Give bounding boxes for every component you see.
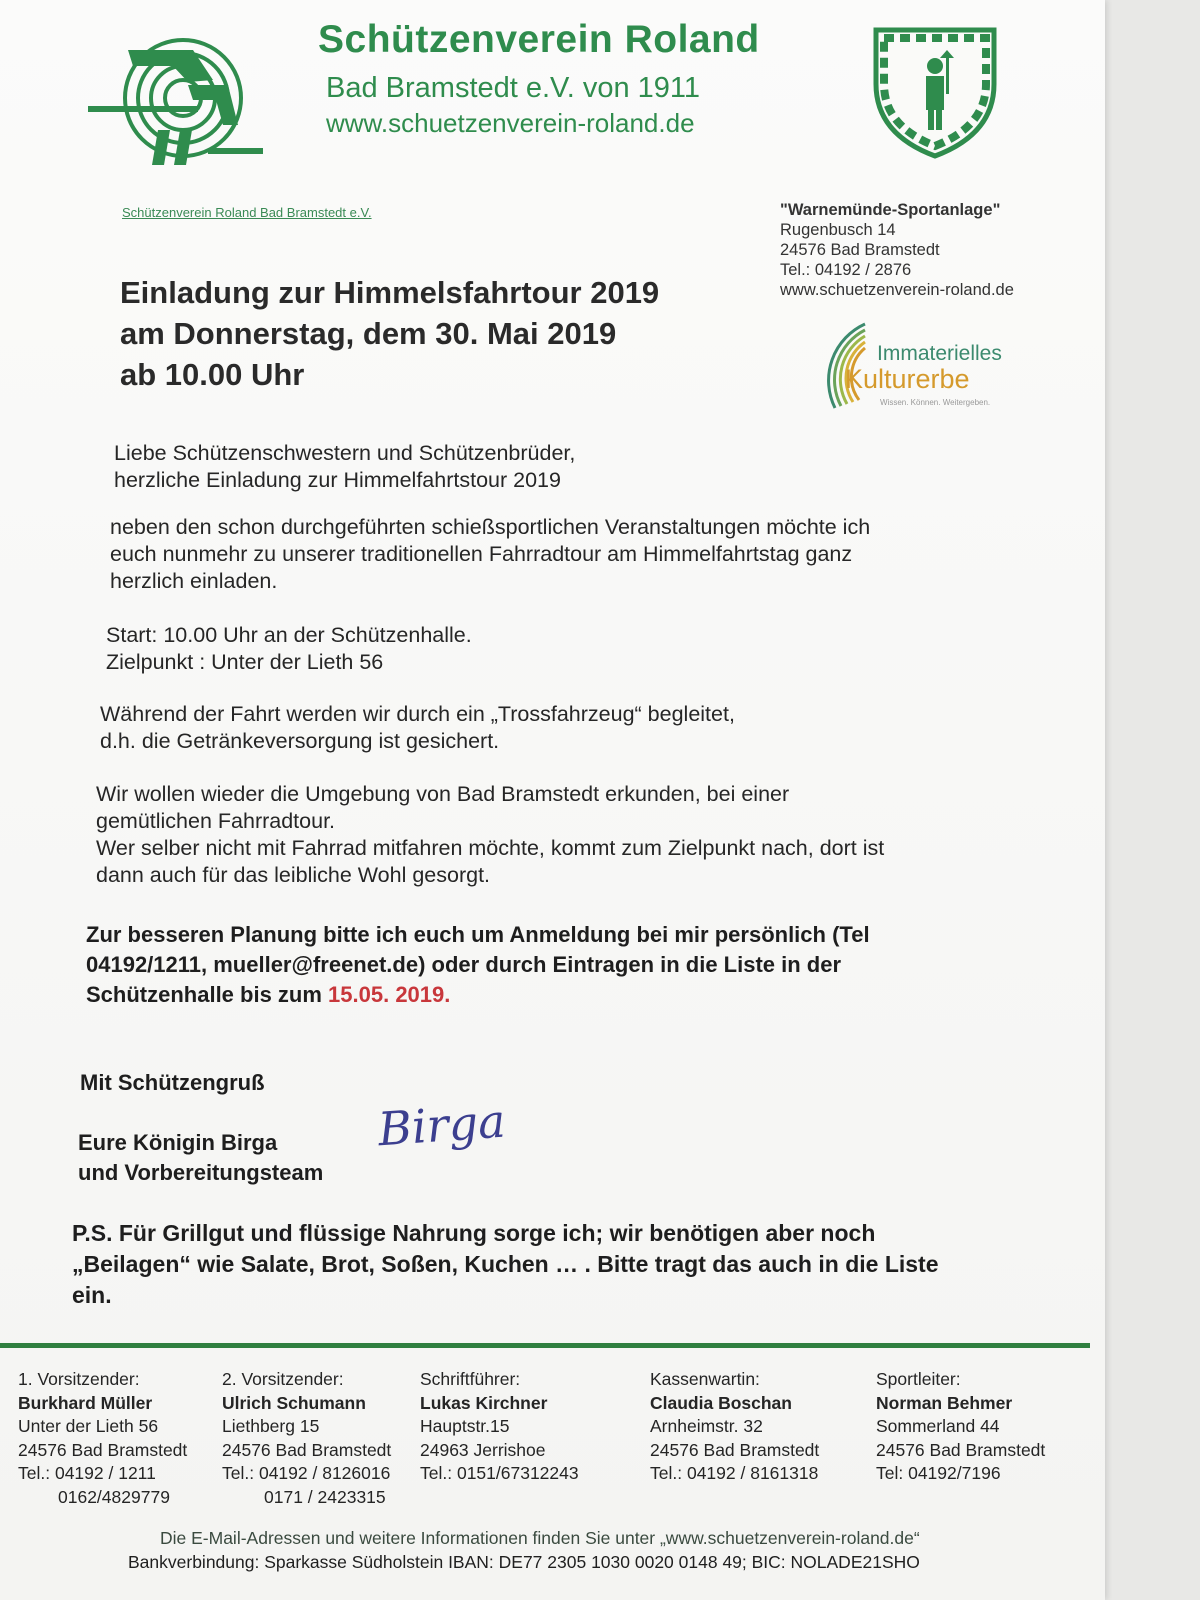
board-name: Norman Behmer xyxy=(876,1392,1013,1413)
sender-return-line: Schützenverein Roland Bad Bramstedt e.V. xyxy=(122,205,372,220)
club-website: www.schuetzenverein-roland.de xyxy=(326,108,695,138)
schedule-paragraph xyxy=(106,622,472,676)
postscript-line-3: ein. xyxy=(72,1282,112,1308)
invitation-title xyxy=(120,272,659,395)
support-line-1: Während der Fahrt werden wir durch ein „Trossfahrzeug“ begleitet, xyxy=(100,702,735,726)
explore-line-1: Wir wollen wieder die Umgebung von Bad Bramstedt erkunden, bei einer xyxy=(96,782,790,806)
explore-line-4: dann auch für das leibliche Wohl gesorgt. xyxy=(96,863,491,887)
signer-line-2: und Vorbereitungsteam xyxy=(78,1160,324,1185)
venue-website: www.schuetzenverein-roland.de xyxy=(780,281,1014,299)
registration-paragraph xyxy=(86,920,870,1010)
board-name: Ulrich Schumann xyxy=(222,1392,366,1413)
board-phone-2: 0162/4829779 xyxy=(58,1486,170,1507)
footer-info-note: Die E-Mail-Adressen und weitere Informationen finden Sie unter „www.schuetzenverein-roland.de“ xyxy=(160,1528,920,1548)
venue-street: Rugenbusch 14 xyxy=(780,221,896,239)
club-name: Schützenverein Roland xyxy=(318,18,760,61)
board-name: Claudia Boschan xyxy=(650,1392,792,1413)
venue-city: 24576 Bad Bramstedt xyxy=(780,241,940,259)
board-phone: Tel.: 04192 / 8126016 xyxy=(222,1463,391,1483)
title-line-2: am Donnerstag, dem 30. Mai 2019 xyxy=(120,316,617,351)
club-subtitle: Bad Bramstedt e.V. von 1911 xyxy=(326,72,701,104)
board-member-2 xyxy=(222,1368,391,1509)
postscript-line-1: P.S. Für Grillgut und flüssige Nahrung sorge ich; wir benötigen aber noch xyxy=(72,1220,876,1246)
board-phone: Tel: 04192/7196 xyxy=(876,1463,1001,1483)
intro-paragraph xyxy=(110,514,870,595)
registration-line-3-text: Schützenhalle bis zum xyxy=(86,982,329,1007)
board-member-1 xyxy=(18,1368,187,1509)
postscript-line-2: „Beilagen“ wie Salate, Brot, Soßen, Kuchen … . Bitte tragt das auch in die Liste xyxy=(72,1251,939,1277)
board-street: Unter der Lieth 56 xyxy=(18,1416,159,1436)
greeting-paragraph xyxy=(114,440,575,494)
board-role: Schriftführer: xyxy=(420,1369,521,1389)
board-street: Sommerland 44 xyxy=(876,1416,1000,1436)
title-line-1: Einladung zur Himmelsfahrtour 2019 xyxy=(120,275,660,310)
registration-deadline: 15.05. 2019. xyxy=(328,982,451,1007)
kulturerbe-tagline: Wissen. Können. Weitergeben. xyxy=(880,398,991,407)
registration-line-1: Zur besseren Planung bitte ich euch um Anmeldung bei mir persönlich (Tel xyxy=(86,922,870,947)
board-phone: Tel.: 04192 / 8161318 xyxy=(650,1463,819,1483)
board-member-3 xyxy=(420,1368,579,1486)
board-role: Kassenwartin: xyxy=(650,1369,760,1389)
handwritten-signature: Birga xyxy=(376,1093,508,1157)
board-city: 24963 Jerrishoe xyxy=(420,1439,546,1460)
intro-line-2: euch nunmehr zu unserer traditionellen Fahrradtour am Himmelfahrtstag ganz xyxy=(110,542,853,566)
start-info: Start: 10.00 Uhr an der Schützenhalle. xyxy=(106,623,472,647)
explore-line-3: Wer selber nicht mit Fahrrad mitfahren möchte, kommt zum Zielpunkt nach, dort ist xyxy=(96,836,885,860)
kulturerbe-line-1: Immaterielles xyxy=(877,342,1002,365)
support-line-2: d.h. die Getränkeversorgung ist gesichert. xyxy=(100,729,500,753)
title-line-3: ab 10.00 Uhr xyxy=(120,357,305,392)
board-member-5 xyxy=(876,1368,1045,1486)
salutation: Mit Schützengruß xyxy=(80,1070,265,1095)
board-member-4 xyxy=(650,1368,819,1486)
board-city: 24576 Bad Bramstedt xyxy=(18,1439,188,1460)
board-name: Lukas Kirchner xyxy=(420,1392,548,1413)
registration-line-3 xyxy=(86,980,870,1010)
board-street: Hauptstr.15 xyxy=(420,1416,510,1436)
board-role: Sportleiter: xyxy=(876,1369,961,1389)
explore-line-2: gemütlichen Fahrradtour. xyxy=(96,809,336,833)
board-phone: Tel.: 0151/67312243 xyxy=(420,1463,579,1483)
roland-coat-of-arms-icon xyxy=(870,24,1000,159)
explore-paragraph xyxy=(96,781,884,889)
greeting-line-1: Liebe Schützenschwestern und Schützenbrüder, xyxy=(114,441,576,465)
board-city: 24576 Bad Bramstedt xyxy=(876,1439,1046,1460)
board-phone-2: 0171 / 2423315 xyxy=(264,1486,386,1507)
venue-name: "Warnemünde-Sportanlage" xyxy=(780,201,1001,219)
board-phone: Tel.: 04192 / 1211 xyxy=(18,1463,156,1483)
board-role: 2. Vorsitzender: xyxy=(222,1369,344,1389)
board-name: Burkhard Müller xyxy=(18,1392,153,1413)
kulturerbe-line-2: Kulturerbe xyxy=(845,364,970,394)
support-paragraph xyxy=(100,701,735,755)
postscript-paragraph xyxy=(72,1218,939,1311)
venue-phone: Tel.: 04192 / 2876 xyxy=(780,261,912,279)
greeting-line-2: herzliche Einladung zur Himmelfahrtstour 2019 xyxy=(114,468,561,492)
shooter-target-logo xyxy=(88,30,268,170)
destination-info: Zielpunkt : Unter der Lieth 56 xyxy=(106,650,384,674)
intro-line-1: neben den schon durchgeführten schießsportlichen Veranstaltungen möchte ich xyxy=(110,515,871,539)
board-street: Arnheimstr. 32 xyxy=(650,1416,763,1436)
board-street: Liethberg 15 xyxy=(222,1416,320,1436)
board-city: 24576 Bad Bramstedt xyxy=(650,1439,820,1460)
board-city: 24576 Bad Bramstedt xyxy=(222,1439,392,1460)
kulturerbe-logo xyxy=(795,316,1025,412)
intro-line-3: herzlich einladen. xyxy=(110,569,278,593)
bank-details: Bankverbindung: Sparkasse Südholstein IBAN: DE77 2305 1030 0020 0148 49; BIC: NOLADE21SHO xyxy=(128,1552,920,1572)
signer-block xyxy=(78,1128,323,1188)
registration-line-2: 04192/1211, mueller@freenet.de) oder durch Eintragen in die Liste in der xyxy=(86,952,842,977)
footer-divider xyxy=(0,1343,1090,1348)
venue-address-block xyxy=(780,200,1014,300)
signer-line-1: Eure Königin Birga xyxy=(78,1130,278,1155)
board-role: 1. Vorsitzender: xyxy=(18,1369,140,1389)
